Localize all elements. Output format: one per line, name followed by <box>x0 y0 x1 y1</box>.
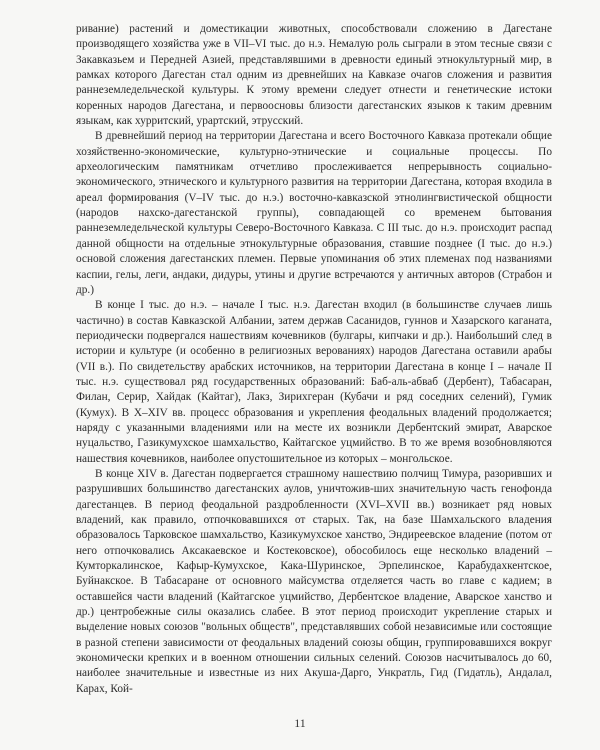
page-number: 11 <box>294 716 306 730</box>
paragraph-2: В древнейший период на территории Дагестана и всего Восточного Кавказа протекали общие хозяйственно-экономические, культурно-этнические и социальные процессы. По археологическим памятникам отчетливо прослеживается непрерывность социально-экономического, этнического и культурного развития на территории Дагестана, которая входила в ареал формирования (V–IV тыс. до н.э.) восточно-кавказской этнолингвистической общности (народов нахско-дагестанской группы), совпадающей со временем бытования раннеземледельческой культуры Северо-Восточного Кавказа. С III тыс. до н.э. происходит распад данной общности на отдельные этнокультурные образования, ставшие позднее (I тыс. до н.э.) основой сложения дагестанских племен. Первые упоминания об этих племенах под названиями каспии, гелы, леги, андаки, дидуры, утины и другие встречаются у античных авторов (Страбон и др.) <box>76 130 552 296</box>
paragraph-1: ривание) растений и доместикации животных, способствовали сложению в Дагестане производящего хозяйства уже в VII–VI тыс. до н.э. Немалую роль сыграли в этом тесные связи с Закавказьем и Передней Азией, представлявшими в древности единый этнокультурный мир, в рамках которого Дагестан стал одним из древнейших на Кавказе очагов сложения и развития раннеземледельческой культуры. К этому времени следует отнести и генетические истоки коренных народов Дагестана, и первоосновы близости дагестанских языков к таким древним языкам, как хурритский, урартский, этрусский. <box>76 23 552 128</box>
paragraph-3: В конце I тыс. до н.э. – начале I тыс. н.э. Дагестан входил (в большинстве случаев лишь частично) в состав Кавказской Албании, затем держав Сасанидов, гуннов и Хазарского каганата, периодически подвергался нашествиям кочевников (булгары, кипчаки и др.). Наибольший след в истории и культуре (и особенно в религиозных верованиях) народов Дагестана оставили арабы (VII в.). По свидетельству арабских источников, на территории Дагестана в конце I – начале II тыс. н.э. существовал ряд государственных образований: Баб-аль-абваб (Дербент), Табасаран, Филан, Серир, Хайдак (Кайтаг), Лакз, Зирихгеран (Кубачи и ряд соседних селений), Гумик (Кумух). В X–XIV вв. процесс образования и укрепления феодальных владений продолжается; наряду с указанными владениями или на месте их возникли Дербентский эмират, Аварское нуцальство, Газикумухское шамхальство, Кайтагское уцмийство. В то же время возобновляются нашествия кочевников, наиболее опустошительное из которых – монгольское. <box>76 299 552 465</box>
paragraph-4: В конце XIV в. Дагестан подвергается страшному нашествию полчищ Тимура, разоривших и разрушивших большинство дагестанских аулов, уничтожив-ших значительную часть генофонда дагестанцев. В период феодальной раздробленности (XVI–XVII вв.) возникает ряд новых владений, как правило, отпочковавшихся от старых. Так, на базе Шамхальского владения образовалось Тарковское шамхальство, Казикумухское ханство, Эндиреевское владение (потом от него отпочковались Аксакаевское и Костековское), обособилось еще несколько владений – Кумторкалинское, Кафыр-Кумухское, Кака-Шуринское, Эрпелинское, Карабудахкентское, Буйнакское. В Табасаране от основного майсумства отделяется часть во главе с кадием; в оставшейся части владений (Кайтагское уцмийство, Дербентское владение, Аварское ханство и др.) центробежные силы оказались слабее. В этот период происходит укрепление старых и выделение новых союзов "вольных обществ", представлявших собой независимые или состоящие в разной степени зависимости от феодальных владений союзы общин, группировавшихся вокруг экономически крепких и в военном отношении сильных селений. Союзов насчитывалось до 60, наиболее значительные и известные из них Акуша-Дарго, Ункратль, Гид (Гидатль), Андалал, Карах, Кой- <box>76 467 552 695</box>
